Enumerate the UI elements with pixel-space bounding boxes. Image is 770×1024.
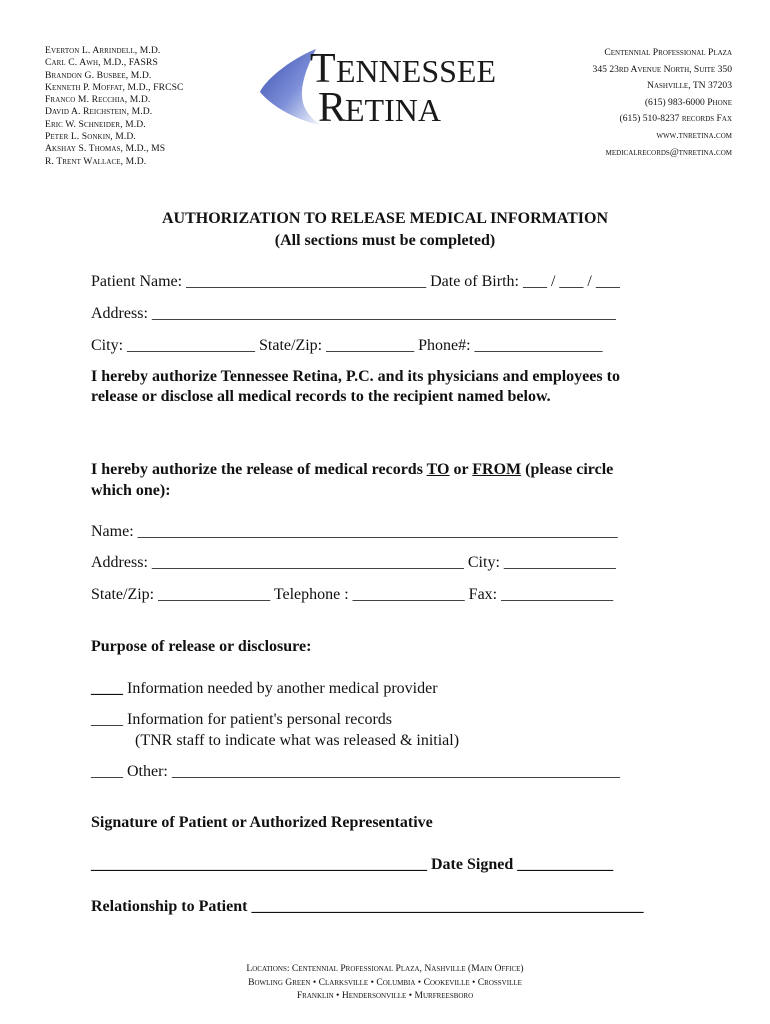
- logo-initial-r: R: [318, 85, 347, 128]
- footer-line-1: Locations: Centennial Professional Plaza, Nashville (Main Office): [246, 963, 524, 974]
- footer-line-2: Bowling Green • Clarksville • Columbia • Cookeville • Crossville: [248, 976, 522, 988]
- patient-city-state-phone-line[interactable]: City: ________________ State/Zip: ___________ Phone#: ________________: [91, 337, 603, 354]
- signature-date-line[interactable]: __________________________________________ Date Signed ____________: [91, 856, 614, 873]
- logo-word-tennessee: ENNESSEE: [336, 53, 496, 89]
- footer-line-3: Franklin • Hendersonville • Murfreesboro: [296, 990, 474, 1001]
- purpose-option-provider[interactable]: [91, 680, 438, 698]
- purpose-heading: Purpose of release or disclosure:: [91, 638, 312, 655]
- form-subtitle: (All sections must be completed): [274, 232, 496, 249]
- recipient-state-phone-fax-line[interactable]: State/Zip: ______________ Telephone : ______________ Fax: ______________: [91, 586, 614, 603]
- practice-phone: (615) 983-6000 Phone: [644, 96, 732, 108]
- relationship-line[interactable]: Relationship to Patient _________________________________________________: [91, 898, 644, 915]
- patient-address-line[interactable]: Address: __________________________________________________________: [91, 305, 616, 322]
- physician-name: Eric W. Schneider, M.D.: [45, 118, 146, 130]
- purpose-option-other[interactable]: ____ Other: ________________________________________________________: [91, 763, 620, 780]
- recipient-name-line[interactable]: Name: ____________________________________________________________: [91, 523, 618, 540]
- purpose-personal-note: (TNR staff to indicate what was released & initial): [135, 732, 460, 749]
- logo-word-retina: ETINA: [345, 92, 441, 128]
- physician-name: Akshay S. Thomas, M.D., MS: [45, 143, 166, 155]
- release-direction-line-2: which one):: [91, 482, 171, 499]
- physician-name: Franco M. Recchia, M.D.: [45, 94, 151, 106]
- release-or: or: [449, 461, 473, 478]
- physician-list: [45, 45, 184, 168]
- purpose-personal-checkbox[interactable]: ____: [91, 711, 123, 728]
- release-from-option[interactable]: FROM: [472, 461, 522, 478]
- tennessee-retina-logo: [258, 44, 518, 128]
- physician-name: Peter L. Sonkin, M.D.: [45, 131, 136, 143]
- footer-locations: [0, 962, 770, 1003]
- physician-name: Everton L. Arrindell, M.D.: [45, 45, 161, 56]
- physician-name: Carl C. Awh, M.D., FASRS: [45, 57, 158, 69]
- purpose-personal-label: Information for patient's personal records: [123, 711, 393, 728]
- practice-website: www.tnretina.com: [656, 129, 732, 141]
- release-suffix: (please circle: [521, 461, 614, 478]
- logo-initial-t: T: [310, 46, 336, 92]
- release-prefix: I hereby authorize the release of medical records: [91, 461, 427, 478]
- practice-contact: [593, 45, 732, 161]
- practice-address: Centennial Professional Plaza: [604, 47, 732, 58]
- practice-email: medicalrecords@tnretina.com: [605, 146, 732, 158]
- form-title: AUTHORIZATION TO RELEASE MEDICAL INFORMATION: [162, 210, 608, 227]
- physician-name: R. Trent Wallace, M.D.: [45, 155, 147, 167]
- purpose-provider-label: Information needed by another medical provider: [123, 680, 438, 697]
- practice-city: Nashville, TN 37203: [647, 80, 732, 92]
- signature-heading: Signature of Patient or Authorized Representative: [91, 814, 433, 831]
- practice-street: 345 23rd Avenue North, Suite 350: [592, 63, 732, 75]
- physician-name: Kenneth P. Moffat, M.D., FRCSC: [45, 81, 184, 93]
- practice-fax: (615) 510-8237 records Fax: [619, 113, 732, 125]
- authorization-statement-2: release or disclose all medical records to the recipient named below.: [91, 388, 551, 405]
- purpose-option-personal[interactable]: [91, 711, 392, 729]
- patient-name-dob-line[interactable]: Patient Name: ______________________________ Date of Birth: ___ / ___ / ___: [91, 273, 620, 290]
- recipient-address-city-line[interactable]: Address: _______________________________________ City: ______________: [91, 554, 616, 571]
- purpose-provider-checkbox[interactable]: ____: [91, 680, 123, 697]
- release-to-option[interactable]: TO: [426, 461, 450, 478]
- authorization-statement-1: I hereby authorize Tennessee Retina, P.C. and its physicians and employees to: [91, 368, 620, 385]
- physician-name: Brandon G. Busbee, M.D.: [45, 69, 152, 81]
- release-direction-line: [91, 461, 613, 479]
- physician-name: David A. Reichstein, M.D.: [45, 106, 153, 118]
